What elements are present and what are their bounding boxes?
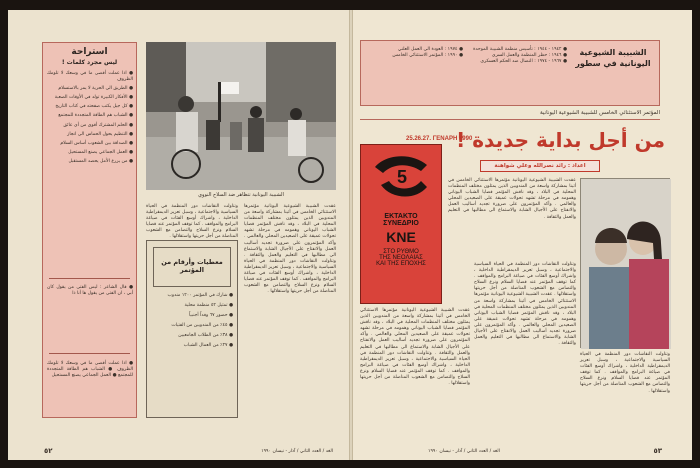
list-item: ● شارك في المؤتمر ١٢٠٠ مندوب <box>167 293 233 298</box>
list-item: ● التنظيم يحول الحماس الى انجاز <box>67 131 133 137</box>
sidebar-bottom-text: ● قال الشاعر : ليس الفتى من يقول كان أبي ، ان الفتى من يقول ها أنا ذا <box>47 285 133 297</box>
sidebar-list <box>47 71 133 271</box>
poster-line: ΕΚΤΑΚΤΟ <box>384 213 418 220</box>
footer-left: الغد / العدد الثاني / آذار - نيسان ١٩٩٠ <box>261 449 333 454</box>
list-item: ● ١٩٩٠ : المؤتمر الاستثنائي الخامس <box>392 53 463 59</box>
sidebar-bottom-filler: ● اذا عملت أقصى ما في وسعك لا تلومك الظروف ● الشباب هم الطاقة المتجددة للمجتمع ● العمل الجماعي يصنع المستحيل <box>47 361 133 379</box>
timeline-title: الشبيبة الشيوعية اليونانية في سطور <box>575 48 651 68</box>
list-item: ● حضور ٦٧ وفداً أجنبياً <box>189 313 233 319</box>
timeline-list <box>367 47 567 103</box>
poster-graphic <box>361 145 443 209</box>
article-column-4: وتناولت النقاشات دور المنظمة في الحياة السياسية والاجتماعية ، وسبل تعزيز الديمقراطية الداخلية ، واشراك أوسع الفئات في صياغة البرامج والمواقف . كما توقف المؤتمر عند قضايا السلام ونزع السلاح والتضامن مع الشعوب المناضلة من أجل حريتها واستقلالها . <box>580 352 670 394</box>
poster-line: ΚΝΕ <box>386 229 416 245</box>
article-column-1: عقدت الشبيبة الشيوعية اليونانية مؤتمرها الاستثنائي الخامس في أثينا بمشاركة واسعة من المندوبين الذين يمثلون مختلف المنظمات المحلية في البلاد ، وقد ناقش المؤتمر قضايا الشباب اليوناني وهمومه في مرحلة تشهد تحولات عميقة على الصعيدين المحلي والعالمي . وأكد المؤتمرون على ضرورة تجديد أساليب العمل والانفتاح على الأجيال الشابة والاستماع الى مطالبها في التعليم والعمل والثقافة . <box>448 178 576 220</box>
headline: من أجل بداية جديدة ! <box>456 128 665 152</box>
stats-header <box>153 247 231 287</box>
divider <box>49 353 130 354</box>
divider <box>49 278 130 279</box>
article-column-2: عقدت الشبيبة الشيوعية اليونانية مؤتمرها الاستثنائي الخامس في أثينا بمشاركة واسعة من المندوبين الذين يمثلون مختلف المنظمات المحلية في البلاد ، وقد ناقش المؤتمر قضايا الشباب اليوناني وهمومه في مرحلة تشهد تحولات عميقة على الصعيدين المحلي والعالمي . وأكد المؤتمرون على ضرورة تجديد أساليب العمل والانفتاح على الأجيال الشابة والاستماع الى مطالبها في التعليم والعمل والثقافة . وتناولت النقاشات دور المنظمة في الحياة السياسية والاجتماعية ، وسبل تعزيز الديمقراطية الداخلية ، واشراك أوسع الفئات في صياغة البرامج والمواقف . كما توقف المؤتمر عند قضايا السلام ونزع السلاح والتضامن مع الشعوب المناضلة من أجل حريتها واستقلالها . <box>360 308 470 387</box>
youth-photo <box>580 178 670 348</box>
article-column-left-b: وتناولت النقاشات دور المنظمة في الحياة السياسية والاجتماعية ، وسبل تعزيز الديمقراطية الداخلية ، واشراك أوسع الفئات في صياغة البرامج والمواقف . كما توقف المؤتمر عند قضايا السلام ونزع السلاح والتضامن مع الشعوب المناضلة من أجل حريتها واستقلالها . <box>146 204 238 240</box>
poster-line: ΣΤΟ ΡΥΘΜΟ <box>383 249 419 255</box>
list-item: ● الأفكار الكبيرة تولد في الأوقات الصعبة <box>54 95 133 101</box>
list-item: ● ١٩٦٧ - ١٩٧٤ : النضال ضد الحكم العسكري <box>480 59 567 65</box>
article-column-3: وتناولت النقاشات دور المنظمة في الحياة السياسية والاجتماعية ، وسبل تعزيز الديمقراطية الداخلية ، واشراك أوسع الفئات في صياغة البرامج والمواقف . كما توقف المؤتمر عند قضايا السلام ونزع السلاح والتضامن مع الشعوب المناضلة من أجل حريتها واستقلالها . عقدت الشبيبة الشيوعية اليونانية مؤتمرها الاستثنائي الخامس في أثينا بمشاركة واسعة من المندوبين الذين يمثلون مختلف المنظمات المحلية في البلاد ، وقد ناقش المؤتمر قضايا الشباب اليوناني وهمومه في مرحلة تشهد تحولات عميقة على الصعيدين المحلي والعالمي . وأكد المؤتمرون على ضرورة تجديد أساليب العمل والانفتاح على الأجيال الشابة والاستماع الى مطالبها في التعليم والعمل والثقافة . <box>474 262 576 347</box>
poster-number: 5 <box>396 167 408 187</box>
list-item: ● ١٩٤٦ : حظر المنظمة والعمل السري <box>491 53 567 59</box>
timeline-box <box>360 40 660 106</box>
list-item: ● تمثيل ٥٢ منظمة محلية <box>184 303 233 309</box>
list-item: ● ٣٨٪ من الطلاب الجامعيين <box>178 333 233 339</box>
stats-box <box>146 240 238 418</box>
page-number-right: ٥٣ <box>653 447 662 455</box>
list-item: ● الحلم المشترك أقوى من أي عائق <box>63 122 133 128</box>
poster-line: ΤΗΣ ΝΕΟΛΑΙΑΣ <box>379 255 423 261</box>
dates-label: 25.26.27. ΓΕΝΑΡΗ 1990 <box>406 136 473 142</box>
right-page <box>350 10 692 460</box>
stats-title: معطيات وأرقام من المؤتمر <box>161 258 223 274</box>
photo-illustration <box>581 179 671 349</box>
photo-caption: الشبيبة اليونانية تتظاهر ضد السلاح النووي <box>198 192 284 198</box>
article-column-left-a: عقدت الشبيبة الشيوعية اليونانية مؤتمرها الاستثنائي الخامس في أثينا بمشاركة واسعة من المندوبين الذين يمثلون مختلف المنظمات المحلية في البلاد ، وقد ناقش المؤتمر قضايا الشباب اليوناني وهمومه في مرحلة تشهد تحولات عميقة على الصعيدين المحلي والعالمي . وأكد المؤتمرون على ضرورة تجديد أساليب العمل والانفتاح على الأجيال الشابة والاستماع الى مطالبها في التعليم والعمل والثقافة . وتناولت النقاشات دور المنظمة في الحياة السياسية والاجتماعية ، وسبل تعزيز الديمقراطية الداخلية ، واشراك أوسع الفئات في صياغة البرامج والمواقف . كما توقف المؤتمر عند قضايا السلام ونزع السلاح والتضامن مع الشعوب المناضلة من أجل حريتها واستقلالها . <box>244 204 336 295</box>
list-item: ● الطريق الى الحرية لا يمر بالاستسلام <box>58 86 133 92</box>
footer-right: الغد / العدد الثاني / آذار - نيسان ١٩٩٠ <box>428 449 500 454</box>
section-strip: المؤتمر الاستثنائي الخامس للشبيبة الشيوعية اليونانية <box>360 110 660 120</box>
author-label: اعداد : رائد نصرالله وعلي شواهنة <box>494 163 586 169</box>
list-item: ● من يزرع الأمل يحصد المستقبل <box>68 158 133 164</box>
sidebar-title: استراحة <box>71 47 108 57</box>
book-spine <box>349 10 353 460</box>
congress-poster <box>360 144 442 304</box>
list-item: ● الصداقة بين الشعوب أساس السلام <box>60 140 133 146</box>
list-item: ● اذا عملت أقصى ما في وسعك لا تلومك الظروف <box>47 71 133 83</box>
list-item: ● كل جيل يكتب صفحته في كتاب التاريخ <box>55 104 133 110</box>
author-box <box>480 160 600 172</box>
sidebar-subtitle: ليس مجرد كلمات ! <box>61 59 118 66</box>
poster-line: ΚΑΙ ΤΗΣ ΕΠΟΧΗΣ <box>376 261 426 267</box>
list-item: ● ٢٧٪ من العمال الشباب <box>183 343 233 349</box>
sidebar-box <box>42 42 137 418</box>
list-item: ● ١٩٤٢ - ١٩٤٤ : تأسيس منظمة الشبيبة الموحدة <box>473 47 567 52</box>
list-item: ● ١٩٧٤ : العودة الى العمل العلني <box>397 47 463 52</box>
list-item: ● ٤٥٪ من المندوبين من الفتيات <box>171 323 233 329</box>
left-page <box>8 10 350 460</box>
poster-line: ΣΥΝΕΔΡΙΟ <box>383 220 419 227</box>
list-item: ● الشباب هم الطاقة المتجددة للمجتمع <box>58 113 133 119</box>
page-number-left: ٥٢ <box>44 447 53 455</box>
stats-list <box>153 293 233 415</box>
demonstration-photo <box>146 42 336 190</box>
list-item: ● العمل الجماعي يصنع المستحيل <box>68 149 133 155</box>
magazine-spread <box>8 10 692 460</box>
photo-illustration <box>146 42 336 190</box>
